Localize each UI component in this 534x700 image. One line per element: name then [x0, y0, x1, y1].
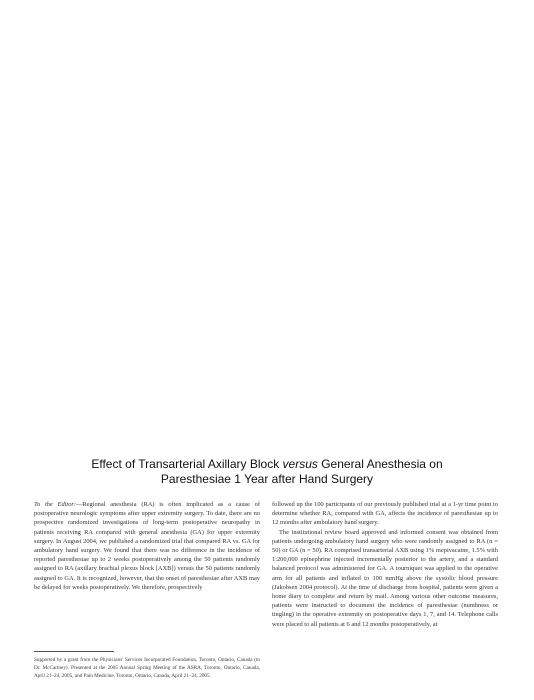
title-text-b: General Anesthesia on	[317, 457, 443, 471]
title-line-2: Paresthesiae 1 Year after Hand Surgery	[160, 472, 374, 486]
salutation: To the Editor:	[34, 501, 77, 508]
left-paragraph-1-body: —Regional anesthesia (RA) is often implicated as a cause of postoperative neurologic symptoms after upper extremity surgery. To date, there are no prospective randomized investigations of long-term postoperative neuropathy in patients receiving RA compared with general anesthesia (GA) for upper extremity surgery. In August 2004, we published a randomized trial that compared RA vs. GA for ambulatory hand surgery. We found that there was no difference in the incidence of reported paresthesiae up to 2 weeks postoperatively among the 50 patients randomly assigned to RA (axillary brachial plexus block [AXB]) versus the 50 patients randomly assigned to GA. It is recognized, however, that the onset of paresthesiae after AXB may be delayed for weeks postoperatively. We therefore, prospectively	[34, 501, 260, 591]
left-paragraph-1	[34, 500, 260, 592]
title-line-1	[40, 457, 494, 472]
right-paragraph-2: The institutional review board approved and informed consent was obtained from patients undergoing ambulatory hand surgery who were randomly assigned to RA (n = 50) or GA (n = 50). RA comprised transarterial AXB using 1% mepivacaine, 1.5% with 1:200,000 epinephrine injected incrementally posterior to the artery, and a standard balanced protocol was administered for GA. A tourniquet was applied to the operative arm for all patients and inflated to 100 mmHg above the systolic blood pressure (Jakobsen 2004 protocol). At the time of discharge from hospital, patients were given a home diary to complete and return by mail. Among various other outcome measures, patients were instructed to document the incidence of paresthesiae (numbness or tingling) in the operative extremity on postoperative days 1, 7, and 14. Telephone calls were placed to all patients at 6 and 12 months postoperatively, at	[272, 528, 498, 628]
title-text-a: Effect of Transarterial Axillary Block	[91, 457, 283, 471]
title-italic-word: versus	[282, 457, 318, 471]
right-column	[272, 500, 498, 690]
footnote: Supported by a grant from the Physicians' Services Incorporated Foundation, Toronto, Ontario, Canada (to Dr. McCartney). Presented at the 2005 Annual Spring Meeting of the ASRA, Toronto, Ontario, Canada, April 21–24, 2005, and Pain Medicine, Toronto, Ontario, Canada, April 21–24, 2005.	[34, 657, 260, 679]
article-title	[40, 457, 494, 487]
footnote-divider	[34, 651, 114, 652]
left-column	[34, 500, 260, 645]
right-paragraph-1: followed up the 100 participants of our previously published trial at a 1-yr time point to determine whether RA, compared with GA, affects the incidence of paresthesiae up to 12 months after ambulatory hand surgery.	[272, 501, 498, 527]
